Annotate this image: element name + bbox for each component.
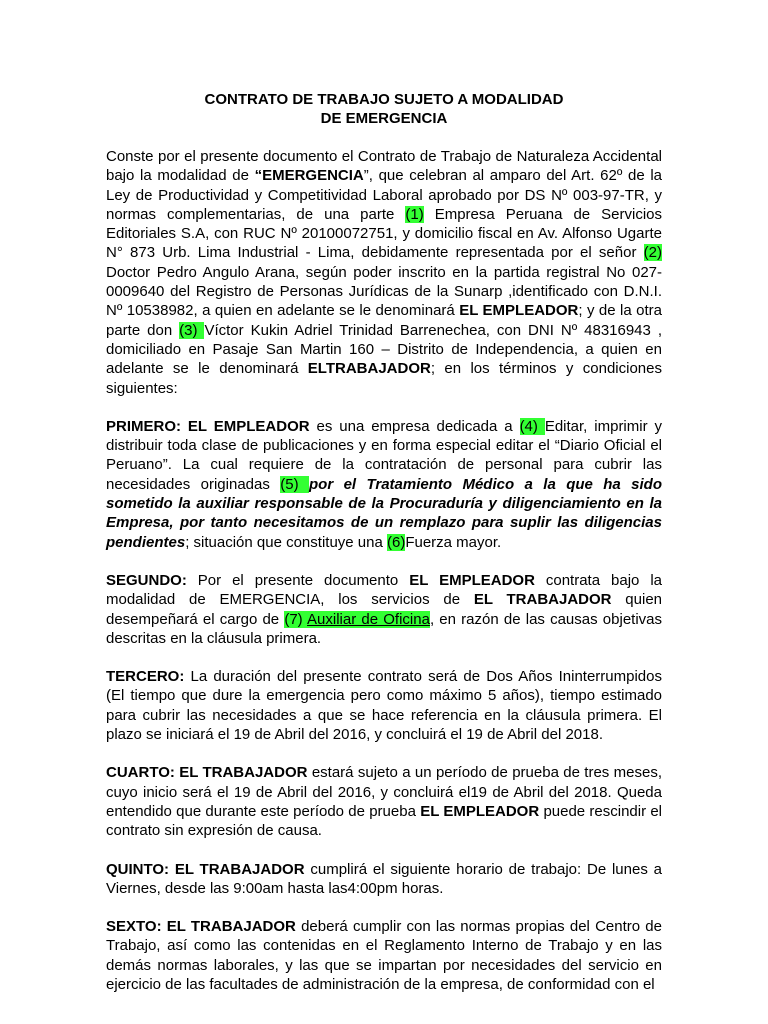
clause-label: PRIMERO: EL EMPLEADOR bbox=[106, 417, 310, 435]
document-title bbox=[106, 90, 662, 128]
intro-text: Víctor Kukin Adriel Trinidad Barrenechea, con DNI Nº 48316943 , domiciliado en Pasaje San Martin 160 – Distrito de Independencia, a quien en adelante se le denominará bbox=[106, 321, 662, 378]
emphasized-text: por el Tratamiento Médico a la que ha sido sometido la auxiliar responsable de la Procuraduría y diligenciamiento en la Empresa, por tanto necesitamos de un remplazo para suplir las diligencias pendientes bbox=[106, 475, 663, 551]
intro-text: ; y de la otra parte don bbox=[106, 302, 663, 339]
empleador-term: EL EMPLEADOR bbox=[459, 302, 579, 320]
highlight-marker-4: (4) bbox=[519, 417, 545, 435]
highlight-marker-3: (3) bbox=[179, 321, 205, 339]
clause-segundo bbox=[106, 571, 662, 648]
clause-tercero bbox=[106, 667, 662, 744]
highlight-marker-6: (6) bbox=[386, 533, 406, 551]
clause-label: TERCERO: bbox=[106, 668, 185, 686]
clause-text: deberá cumplir con las normas propias del Centro de Trabajo, así como las contenidas en el Reglamento Interno de Trabajo y en las demás normas laborales, y las que se impartan por necesidades del servicio en ejercicio de las facultades de administración de la empresa, de conformidad con el bbox=[106, 918, 662, 993]
title-line-1: CONTRATO DE TRABAJO SUJETO A MODALIDAD bbox=[204, 91, 564, 108]
clause-text: cumplirá el siguiente horario de trabajo: De lunes a Viernes, desde las 9:00am hasta las4:00pm horas. bbox=[106, 860, 662, 897]
clause-label: SEXTO: EL TRABAJADOR bbox=[106, 918, 296, 936]
clause-text: puede rescindir el contrato sin expresión de causa. bbox=[106, 802, 663, 840]
highlight-marker-5: (5) bbox=[280, 475, 309, 493]
clause-quinto bbox=[106, 860, 662, 899]
clause-text: contrata bajo la modalidad de EMERGENCIA, los servicios de bbox=[106, 571, 662, 609]
intro-text: Conste por el presente documento el Contrato de Trabajo de Naturaleza Accidental bajo la modalidad de bbox=[106, 148, 662, 185]
highlight-marker-2: (2) bbox=[643, 244, 662, 262]
intro-paragraph bbox=[106, 147, 662, 398]
title-line-2: DE EMERGENCIA bbox=[320, 110, 448, 127]
clause-label: CUARTO: EL TRABAJADOR bbox=[106, 764, 308, 782]
clause-sexto bbox=[106, 917, 662, 994]
clause-text: , en razón de las causas objetivas descritas en la cláusula primera. bbox=[106, 610, 662, 647]
clause-text: ; situación que constituye una bbox=[185, 533, 387, 551]
clause-text: quien desempeñará el cargo de bbox=[106, 591, 662, 628]
trabajador-term: ELTRABAJADOR bbox=[307, 360, 431, 378]
intro-text: ; en los términos y condiciones siguientes: bbox=[106, 360, 662, 397]
clause-text: Editar, imprimir y distribuir toda clase de publicaciones y en forma especial editar el “Diario Oficial el Peruano”. La cual requiere de la contratación de personal para cubrir las necesidades originadas bbox=[106, 417, 663, 493]
empleador-term: EL EMPLEADOR bbox=[420, 802, 540, 820]
intro-text: ”, que celebran al amparo del Art. 62º de la Ley de Productividad y Competitividad Laboral aprobado por DS Nº 003-97-TR, y normas complementarias, de una parte bbox=[106, 167, 662, 223]
job-title: Auxiliar de Oficina bbox=[307, 610, 430, 628]
clause-text: es una empresa dedicada a bbox=[309, 417, 520, 435]
clause-label: SEGUNDO: bbox=[106, 571, 187, 589]
intro-text: Empresa Peruana de Servicios Editoriales S.A, con RUC Nº 20100072751, y domicilio fiscal en Av. Alfonso Ugarte N° 873 Urb. Lima Industrial - Lima, debidamente representada por el señor bbox=[106, 205, 663, 262]
highlight-marker-7 bbox=[284, 611, 430, 628]
clause-text: estará sujeto a un período de prueba de tres meses, cuyo inicio será el 19 de Abril del 2016, y concluirá el19 de Abril del 2018. Queda entendido que durante este período de prueba bbox=[106, 764, 662, 820]
intro-text: Doctor Pedro Angulo Arana, según poder inscrito en la partida registral No 027-0009640 del Registro de Personas Jurídicas de la Sunarp ,identificado con D.N.I. Nº 10538982, a quien en adelante se le denominará bbox=[106, 263, 662, 320]
clause-cuarto bbox=[106, 763, 662, 840]
marker-label: (7) bbox=[284, 610, 308, 628]
clause-primero bbox=[106, 417, 662, 552]
empleador-term: EL EMPLEADOR bbox=[409, 571, 535, 589]
clause-text: Fuerza mayor. bbox=[405, 533, 502, 551]
trabajador-term: EL TRABAJADOR bbox=[473, 591, 612, 609]
clause-text: La duración del presente contrato será de Dos Años Ininterrumpidos (El tiempo que dure la emergencia pero como máximo 5 años), tiempo estimado para cubrir las necesidades a que se hace referencia en la cláusula primera. El plazo se iniciará el 19 de Abril del 2016, y concluirá el 19 de Abril del 2018. bbox=[106, 668, 662, 744]
emergencia-term: “EMERGENCIA bbox=[254, 167, 364, 185]
highlight-marker-1: (1) bbox=[405, 205, 424, 223]
clause-text: Por el presente documento bbox=[186, 571, 410, 589]
clause-label: QUINTO: EL TRABAJADOR bbox=[106, 860, 305, 878]
